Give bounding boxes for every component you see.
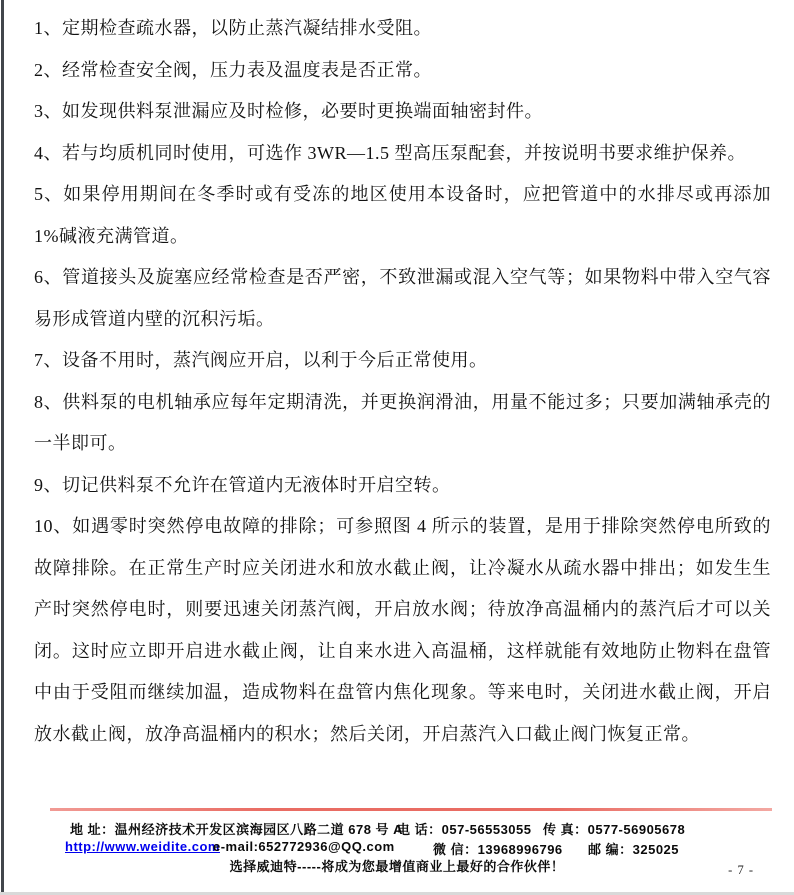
footer-divider-rule <box>50 808 772 811</box>
list-item-9: 9、切记供料泵不允许在管道内无液体时开启空转。 <box>34 474 451 495</box>
page-number: - 7 - <box>728 863 754 877</box>
footer-phone <box>397 819 531 838</box>
list-item-7: 7、设备不用时，蒸汽阀应开启，以利于今后正常使用。 <box>34 350 488 370</box>
address-value: 温州经济技术开发区滨海园区八路二道 678 号 A <box>114 822 404 837</box>
list-item-1: 1、定期检查疏水器，以防止蒸汽凝结排水受阻。 <box>34 18 432 38</box>
postcode-value: 325025 <box>632 842 680 857</box>
list-item-2: 2、经常检查安全阀，压力表及温度表是否正常。 <box>34 59 432 80</box>
scan-edge-line <box>1 0 4 895</box>
list-item-3: 3、如发现供料泵泄漏应及时检修，必要时更换端面轴密封件。 <box>34 101 543 121</box>
address-label: 地 址： <box>70 822 115 837</box>
maintenance-instructions-list <box>34 8 771 755</box>
fax-label: 传 真： <box>543 822 588 837</box>
list-item-6: 6、管道接头及旋塞应经常检查是否严密，不致泄漏或混入空气等；如果物料中带入空气容易形成管道内壁的沉积污垢。 <box>34 267 771 329</box>
wechat-label: 微 信： <box>433 842 478 857</box>
postcode-label: 邮 编： <box>588 842 633 857</box>
phone-label: 电 话： <box>397 822 442 837</box>
list-item-5: 5、如果停用期间在冬季时或有受冻的地区使用本设备时，应把管道中的水排尽或再添加 1%碱液充满管道。 <box>34 184 771 246</box>
phone-value: 057-56553055 <box>441 822 532 837</box>
footer-fax <box>543 819 685 838</box>
fax-value: 0577-56905678 <box>587 822 686 837</box>
footer-email: e-mail:652772936@QQ.com <box>213 839 395 854</box>
list-item-8: 8、供料泵的电机轴承应每年定期清洗，并更换润滑油，用量不能过多；只要加满轴承壳的一半即可。 <box>34 391 771 453</box>
website-link[interactable]: http://www.weidite.com <box>65 839 220 854</box>
list-item-4: 4、若与均质机同时使用，可选作 3WR—1.5 型高压泵配套，并按说明书要求维护保养。 <box>34 142 746 163</box>
footer-tagline: 选择威迪特-----将成为您最增值商业上最好的合作伙伴！ <box>229 859 565 874</box>
wechat-value: 13968996796 <box>477 842 563 857</box>
list-item-10: 10、如遇零时突然停电故障的排除；可参照图 4 所示的装置，是用于排除突然停电所致的故障排除。在正常生产时应关闭进水和放水截止阀，让冷凝水从疏水器中排出；如发生生产时突然停电时，则要迅速关闭蒸汽阀，开启放水阀；待放净高温桶内的蒸汽后才可以关闭。这时应立即开启进水截止阀，让自来水进入高温桶，这样就能有效地防止物料在盘管中由于受阻而继续加温，造成物料在盘管内焦化现象。等来电时，关闭进水截止阀，开启放水截止阀，放净高温桶内的积水；然后关闭，开启蒸汽入口截止阀门恢复正常。 <box>34 516 771 744</box>
footer-address <box>70 819 403 838</box>
